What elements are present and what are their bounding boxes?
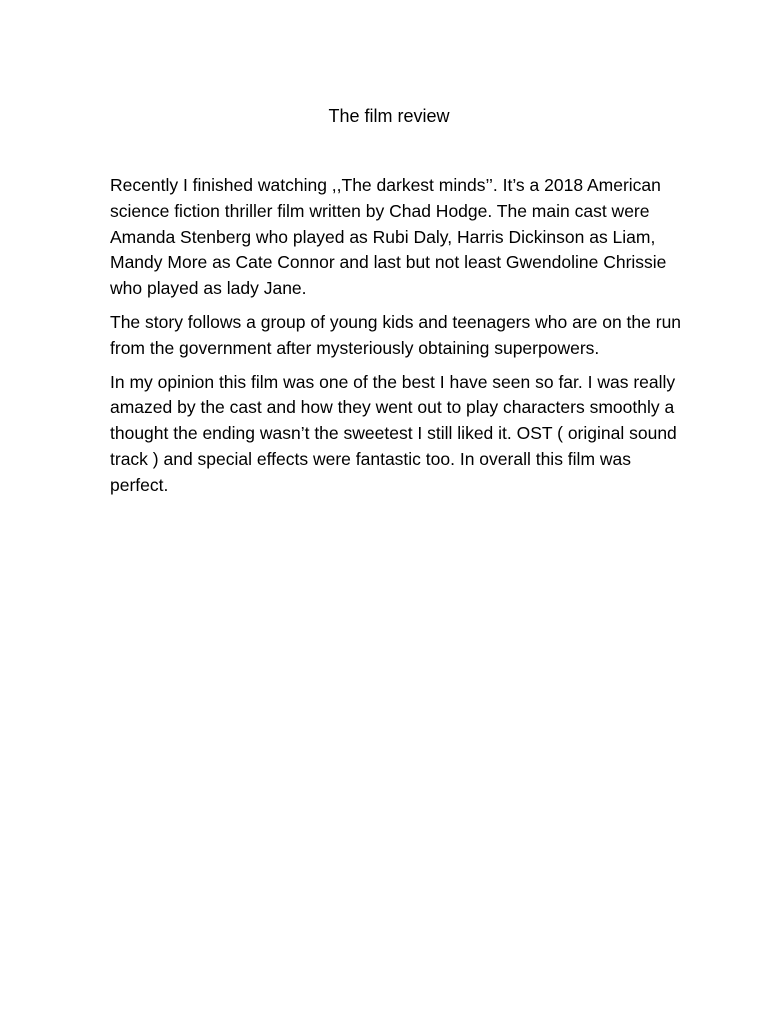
document-body (110, 173, 738, 507)
document-title: The film review (328, 106, 450, 126)
paragraph-story: The story follows a group of young kids and teenagers who are on the run from the government after mysteriously obtaining superpowers. (110, 311, 682, 358)
paragraph-intro: Recently I finished watching ,,The darkest minds’’. It’s a 2018 American science fiction thriller film written by Chad Hodge. The main cast were Amanda Stenberg who played as Rubi Daly, Harris Dickinson as Liam, Mandy More as Cate Connor and last but not least Gwendoline Chrissie who played as lady Jane. (110, 175, 667, 299)
paragraph-opinion: In my opinion this film was one of the best I have seen so far. I was really amazed by the cast and how they went out to play characters smoothly a thought the ending wasn’t the sweetest I still liked it. OST ( original sound track ) and special effects were fantastic too. In overall this film was perfect. (110, 371, 677, 495)
